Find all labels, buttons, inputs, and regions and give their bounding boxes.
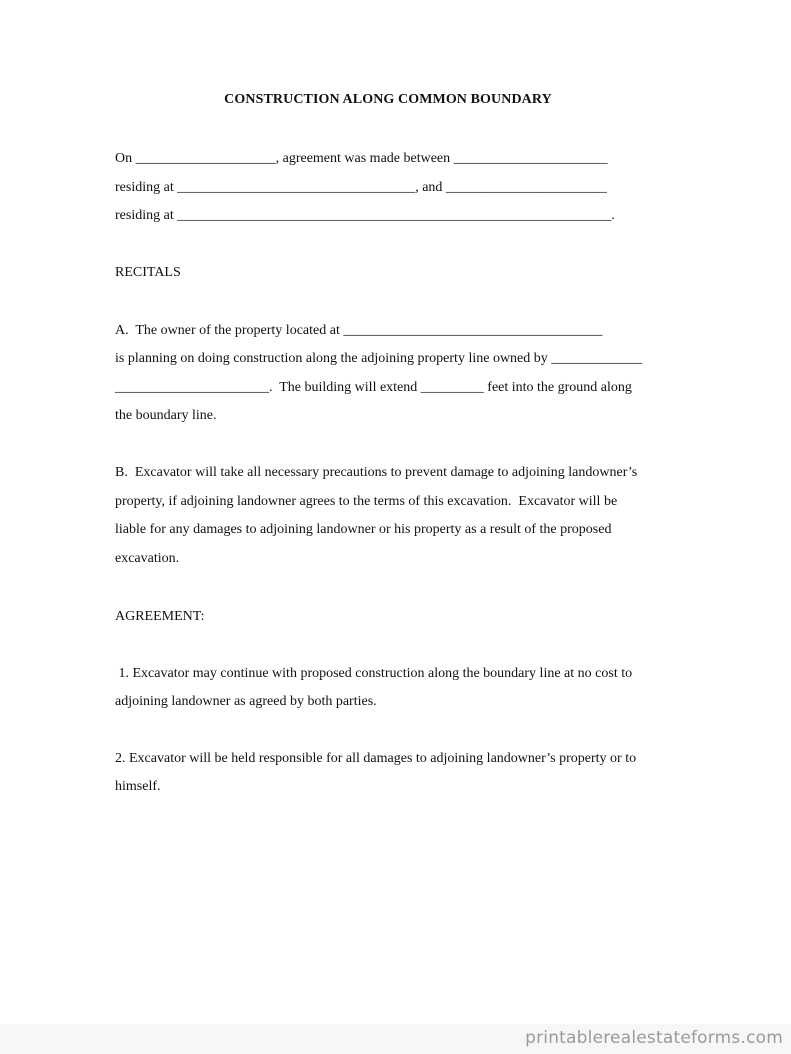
recital-b-line-3: liable for any damages to adjoining landowner or his property as a result of the proposed	[115, 522, 612, 537]
recital-a-line-2: is planning on doing construction along the adjoining property line owned by _____________	[115, 351, 643, 366]
agreement-2-line-2: himself.	[115, 779, 161, 794]
intro-line-1: On ____________________, agreement was made between ______________________	[115, 151, 608, 166]
agreement-heading: AGREEMENT:	[115, 609, 205, 624]
footer-bar	[0, 1024, 791, 1054]
recital-b-line-4: excavation.	[115, 551, 180, 566]
recital-a-line-1: A. The owner of the property located at _____________________________________	[115, 323, 603, 338]
watermark-text: printablerealestateforms.com	[525, 1028, 783, 1048]
intro-line-2: residing at __________________________________, and _______________________	[115, 180, 607, 195]
document-title: CONSTRUCTION ALONG COMMON BOUNDARY	[224, 92, 552, 107]
recitals-heading: RECITALS	[115, 265, 181, 280]
agreement-2-line-1: 2. Excavator will be held responsible for all damages to adjoining landowner’s property or to	[115, 751, 637, 766]
recital-a-line-4: the boundary line.	[115, 408, 217, 423]
recital-b-line-2: property, if adjoining landowner agrees to the terms of this excavation. Excavator will be	[115, 494, 618, 509]
recital-b-line-1: B. Excavator will take all necessary precautions to prevent damage to adjoining landowner’s	[115, 465, 638, 480]
intro-line-3: residing at ______________________________________________________________.	[115, 208, 615, 223]
recital-a-line-3: ______________________. The building will extend _________ feet into the ground along	[115, 380, 632, 395]
agreement-1-line-2: adjoining landowner as agreed by both parties.	[115, 694, 377, 709]
agreement-1-line-1: 1. Excavator may continue with proposed construction along the boundary line at no cost to	[115, 666, 633, 681]
